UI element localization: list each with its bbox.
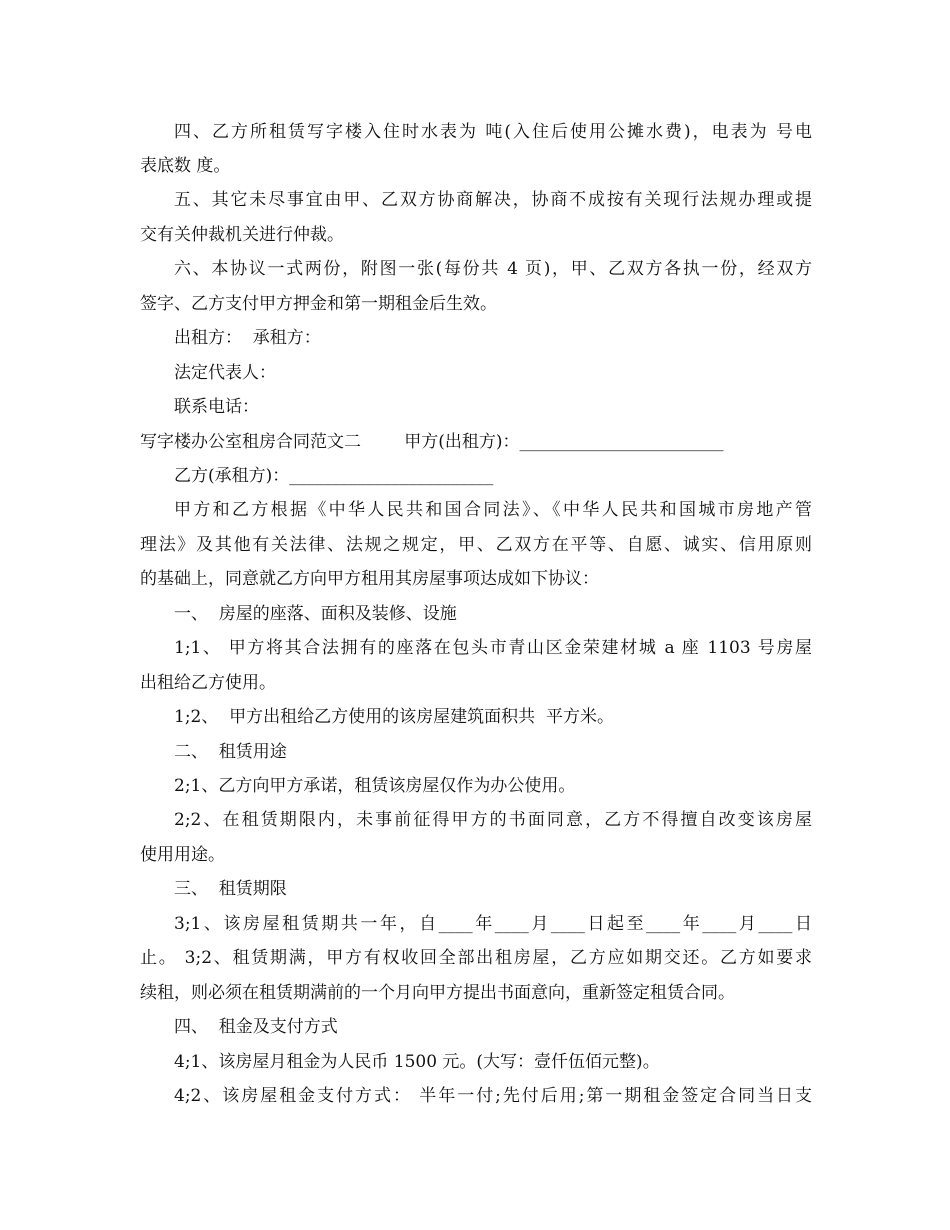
text-line: 表底数 度。 — [140, 156, 231, 176]
signature-parties: 出租方： 承租方： — [174, 328, 321, 348]
legal-representative-label: 法定代表人： — [174, 363, 276, 383]
text-line: 使用用途。 — [140, 845, 225, 865]
text-line: 的基础上，同意就乙方向甲方租用其房屋事项达成如下协议： — [140, 569, 599, 589]
text-line: 五、其它未尽事宜由甲、乙双方协商解决，协商不成按有关现行法规办理或提 — [174, 190, 812, 210]
text-line: 甲方和乙方根据《中华人民共和国合同法》、《中华人民共和国城市房地产管 — [174, 500, 812, 520]
text-line: 1;1、 甲方将其合法拥有的座落在包头市青山区金荣建材城 a 座 1103 号房屋 — [174, 638, 812, 658]
party-b-line: 乙方(承租方)：________________________ — [174, 466, 494, 486]
text-line: 交有关仲裁机关进行仲裁。 — [140, 225, 344, 245]
clause-heading: 二、 租赁用途 — [174, 742, 287, 762]
text-line: 3;1、该房屋租赁期共一年，自____年____月____日起至____年____月____日 — [174, 914, 812, 934]
text-line: 止。 3;2、租赁期满，甲方有权收回全部出租房屋，乙方应如期交还。乙方如要求 — [140, 948, 812, 968]
text-line: 2;1、乙方向甲方承诺，租赁该房屋仅作为办公使用。 — [174, 776, 576, 796]
text-line: 四、乙方所租赁写字楼入住时水表为 吨(入住后使用公摊水费)，电表为 号电 — [174, 122, 812, 142]
text-line: 2;2、在租赁期限内，未事前征得甲方的书面同意，乙方不得擅自改变该房屋 — [174, 810, 812, 830]
section-heading-party-a: 写字楼办公室租房合同范文二 甲方(出租方)：________________________ — [140, 432, 724, 452]
text-line: 续租，则必须在租赁期满前的一个月向甲方提出书面意向，重新签定租赁合同。 — [140, 983, 735, 1003]
text-line: 六、本协议一式两份，附图一张(每份共 4 页)，甲、乙双方各执一份，经双方 — [174, 259, 812, 279]
clause-heading: 一、 房屋的座落、面积及装修、设施 — [174, 604, 457, 624]
clause-heading: 三、 租赁期限 — [174, 879, 287, 899]
text-line: 4;1、该房屋月租金为人民币 1500 元。(大写：壹仟伍佰元整)。 — [174, 1052, 660, 1072]
text-line: 签字、乙方支付甲方押金和第一期租金后生效。 — [140, 294, 497, 314]
text-line: 理法》及其他有关法律、法规之规定，甲、乙双方在平等、自愿、诚实、信用原则 — [140, 535, 812, 555]
contact-phone-label: 联系电话： — [174, 397, 259, 417]
text-line: 4;2、该房屋租金支付方式： 半年一付;先付后用;第一期租金签定合同当日支 — [174, 1086, 812, 1106]
text-line: 1;2、 甲方出租给乙方使用的该房屋建筑面积共 平方米。 — [174, 707, 614, 727]
text-line: 出租给乙方使用。 — [140, 673, 276, 693]
clause-heading: 四、 租金及支付方式 — [174, 1017, 338, 1037]
